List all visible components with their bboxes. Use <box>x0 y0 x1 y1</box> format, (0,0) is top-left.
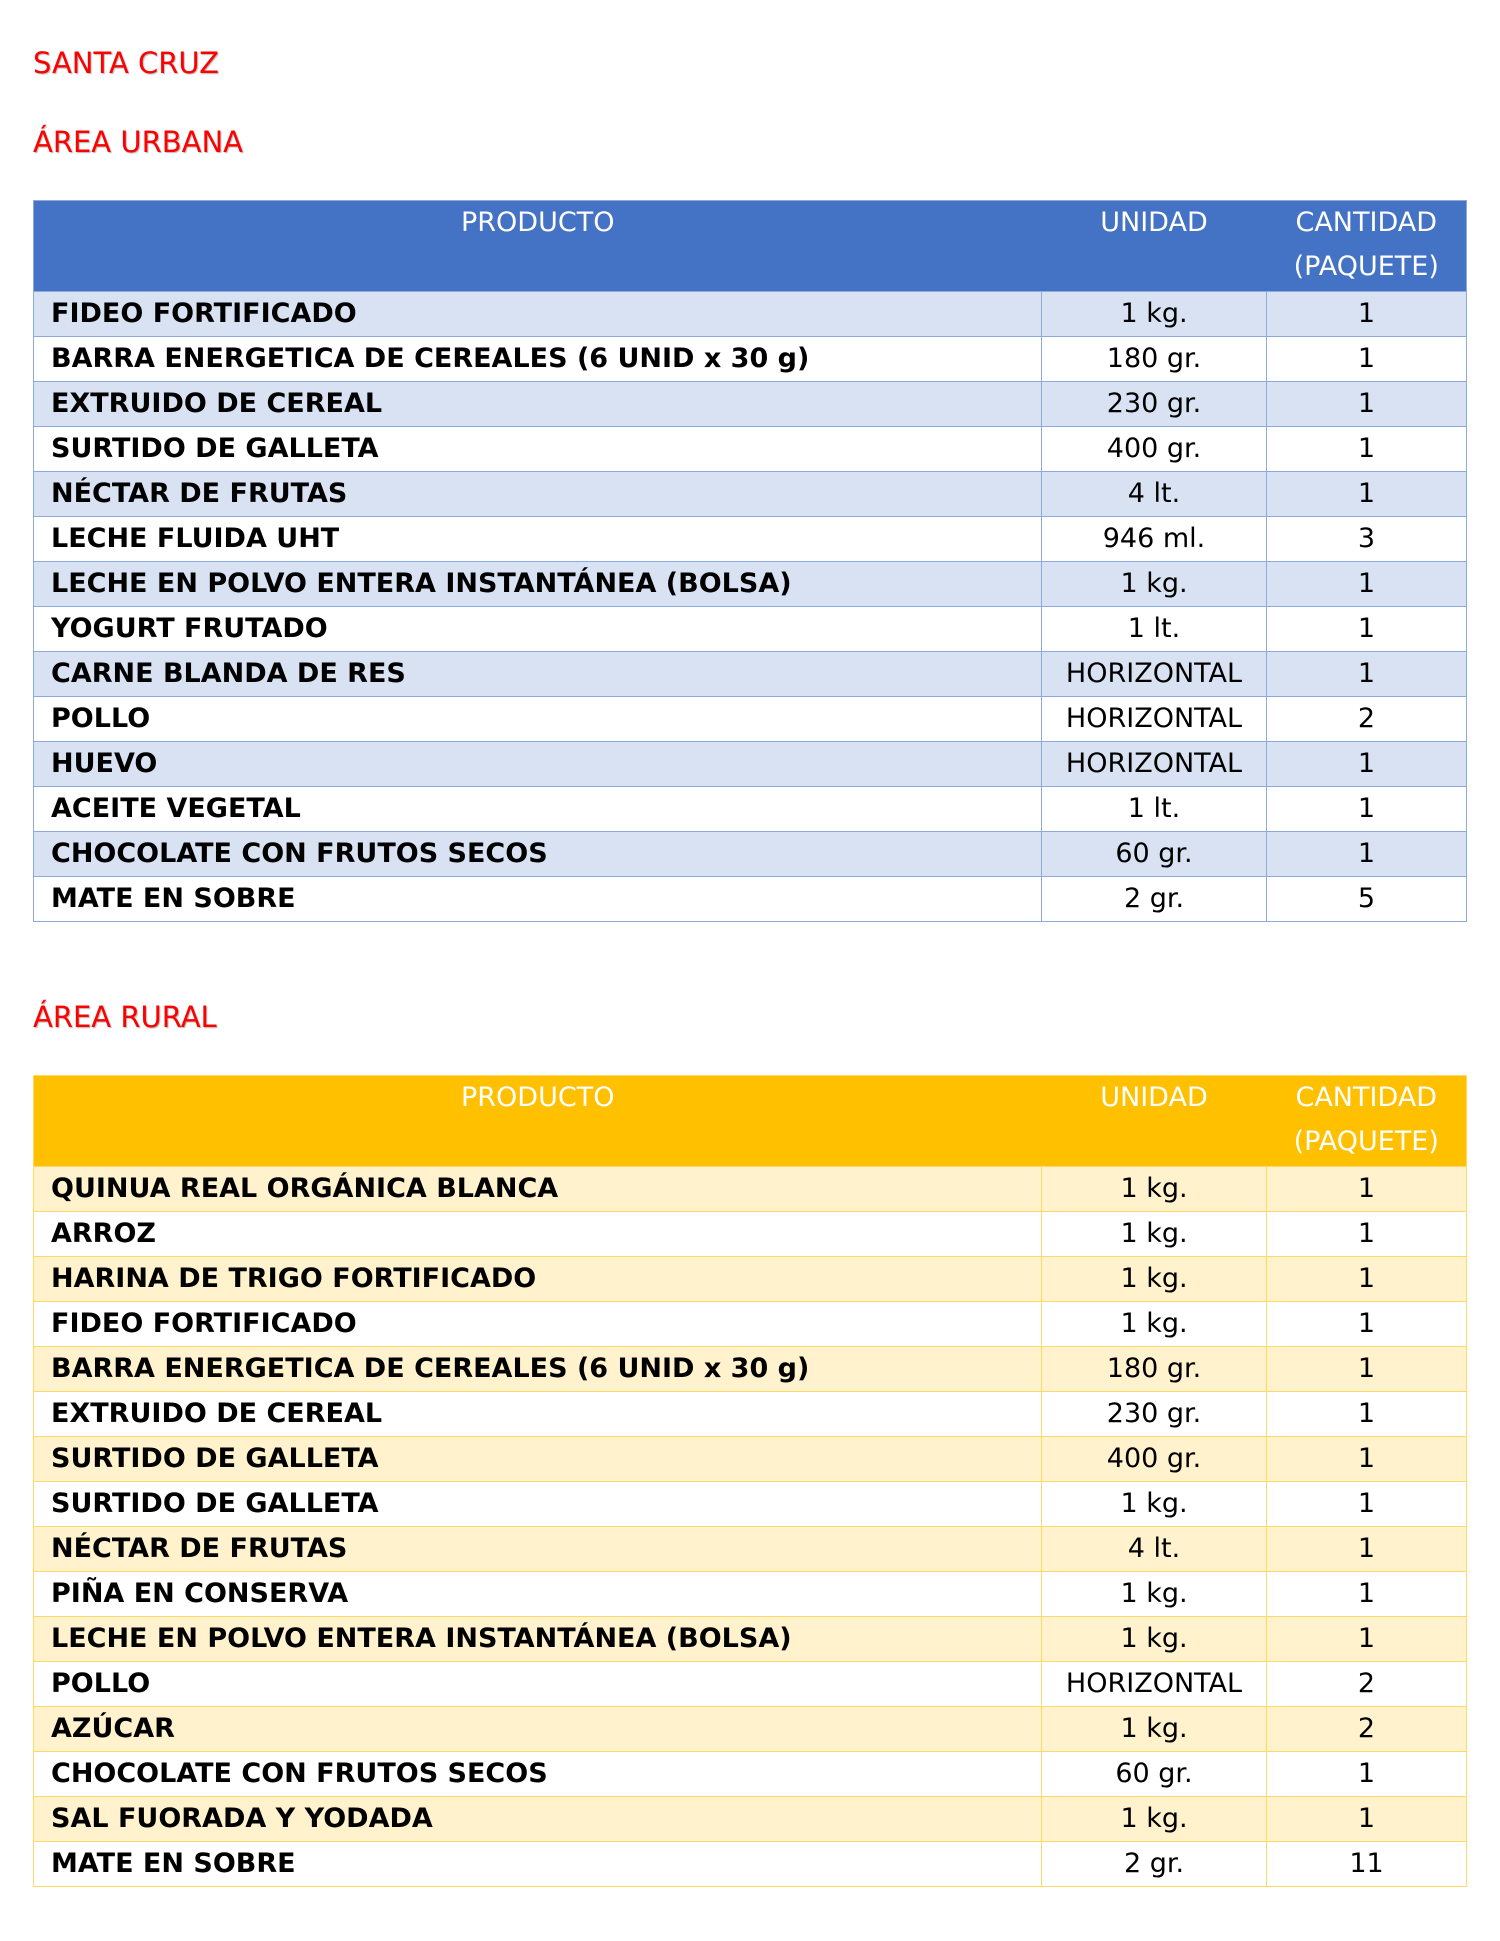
cell-producto: ARROZ <box>34 1212 1042 1257</box>
cell-producto: POLLO <box>34 1662 1042 1707</box>
cell-producto: SAL FUORADA Y YODADA <box>34 1797 1042 1842</box>
table-row <box>34 1257 1467 1302</box>
cell-cantidad: 2 <box>1267 697 1467 742</box>
urban-table-body <box>34 292 1467 922</box>
table-row <box>34 517 1467 562</box>
cantidad-label: CANTIDAD <box>1295 207 1438 238</box>
table-row <box>34 1347 1467 1392</box>
city-heading: SANTA CRUZ <box>33 46 219 80</box>
cell-cantidad: 1 <box>1267 1617 1467 1662</box>
cell-unidad: 400 gr. <box>1042 1437 1267 1482</box>
cell-unidad: 180 gr. <box>1042 1347 1267 1392</box>
table-row <box>34 1167 1467 1212</box>
table-header-row <box>34 201 1467 292</box>
cell-cantidad: 1 <box>1267 1347 1467 1392</box>
cell-producto: NÉCTAR DE FRUTAS <box>34 1527 1042 1572</box>
cell-cantidad: 11 <box>1267 1842 1467 1887</box>
cell-producto: ACEITE VEGETAL <box>34 787 1042 832</box>
cell-producto: MATE EN SOBRE <box>34 1842 1042 1887</box>
cell-unidad: 1 kg. <box>1042 1572 1267 1617</box>
table-row <box>34 1662 1467 1707</box>
column-header-unidad: UNIDAD <box>1042 1076 1267 1167</box>
cell-unidad: 1 kg. <box>1042 1257 1267 1302</box>
table-row <box>34 562 1467 607</box>
cell-unidad: HORIZONTAL <box>1042 742 1267 787</box>
cell-unidad: HORIZONTAL <box>1042 652 1267 697</box>
rural-table-body <box>34 1167 1467 1887</box>
table-row <box>34 1707 1467 1752</box>
table-row <box>34 1572 1467 1617</box>
table-row <box>34 1842 1467 1887</box>
cell-producto: SURTIDO DE GALLETA <box>34 1482 1042 1527</box>
cell-cantidad: 1 <box>1267 1482 1467 1527</box>
cell-producto: CARNE BLANDA DE RES <box>34 652 1042 697</box>
cell-producto: SURTIDO DE GALLETA <box>34 1437 1042 1482</box>
cell-unidad: 1 kg. <box>1042 1707 1267 1752</box>
urban-products-table <box>33 200 1467 922</box>
cell-cantidad: 1 <box>1267 427 1467 472</box>
table-row <box>34 337 1467 382</box>
cell-producto: HUEVO <box>34 742 1042 787</box>
table-row <box>34 1797 1467 1842</box>
column-header-cantidad <box>1267 1076 1467 1167</box>
cell-producto: EXTRUIDO DE CEREAL <box>34 382 1042 427</box>
cell-cantidad: 1 <box>1267 1302 1467 1347</box>
table-header-row <box>34 1076 1467 1167</box>
column-header-producto: PRODUCTO <box>34 201 1042 292</box>
table-row <box>34 697 1467 742</box>
table-row <box>34 292 1467 337</box>
cell-cantidad: 1 <box>1267 382 1467 427</box>
table-row <box>34 742 1467 787</box>
table-row <box>34 1617 1467 1662</box>
cell-cantidad: 1 <box>1267 1572 1467 1617</box>
column-header-unidad: UNIDAD <box>1042 201 1267 292</box>
table-row <box>34 787 1467 832</box>
cell-producto: FIDEO FORTIFICADO <box>34 292 1042 337</box>
cell-producto: QUINUA REAL ORGÁNICA BLANCA <box>34 1167 1042 1212</box>
table-row <box>34 1392 1467 1437</box>
column-header-cantidad <box>1267 201 1467 292</box>
table-row <box>34 832 1467 877</box>
cell-unidad: HORIZONTAL <box>1042 697 1267 742</box>
cell-unidad: 1 kg. <box>1042 1617 1267 1662</box>
table-row <box>34 382 1467 427</box>
cell-producto: CHOCOLATE CON FRUTOS SECOS <box>34 1752 1042 1797</box>
table-row <box>34 1437 1467 1482</box>
cell-producto: SURTIDO DE GALLETA <box>34 427 1042 472</box>
cell-cantidad: 1 <box>1267 1212 1467 1257</box>
cell-unidad: 230 gr. <box>1042 382 1267 427</box>
cell-unidad: 946 ml. <box>1042 517 1267 562</box>
cantidad-label: CANTIDAD <box>1295 1082 1438 1113</box>
cell-cantidad: 5 <box>1267 877 1467 922</box>
table-row <box>34 1212 1467 1257</box>
cell-producto: LECHE EN POLVO ENTERA INSTANTÁNEA (BOLSA) <box>34 562 1042 607</box>
cell-cantidad: 1 <box>1267 1257 1467 1302</box>
cell-unidad: 1 kg. <box>1042 562 1267 607</box>
cell-unidad: 400 gr. <box>1042 427 1267 472</box>
cell-unidad: 180 gr. <box>1042 337 1267 382</box>
table-row <box>34 607 1467 652</box>
table-row <box>34 427 1467 472</box>
cell-unidad: 4 lt. <box>1042 472 1267 517</box>
cell-producto: MATE EN SOBRE <box>34 877 1042 922</box>
cell-unidad: 1 lt. <box>1042 607 1267 652</box>
cell-unidad: 4 lt. <box>1042 1527 1267 1572</box>
cell-unidad: 230 gr. <box>1042 1392 1267 1437</box>
cell-producto: LECHE FLUIDA UHT <box>34 517 1042 562</box>
cell-cantidad: 1 <box>1267 787 1467 832</box>
cell-cantidad: 3 <box>1267 517 1467 562</box>
rural-area-heading: ÁREA RURAL <box>33 1000 217 1034</box>
cell-cantidad: 1 <box>1267 607 1467 652</box>
cell-unidad: 60 gr. <box>1042 832 1267 877</box>
cell-unidad: 1 kg. <box>1042 1797 1267 1842</box>
table-row <box>34 1752 1467 1797</box>
cell-cantidad: 1 <box>1267 292 1467 337</box>
cell-unidad: 1 kg. <box>1042 1167 1267 1212</box>
cell-producto: NÉCTAR DE FRUTAS <box>34 472 1042 517</box>
table-row <box>34 472 1467 517</box>
cell-producto: BARRA ENERGETICA DE CEREALES (6 UNID x 30 g) <box>34 1347 1042 1392</box>
cell-producto: PIÑA EN CONSERVA <box>34 1572 1042 1617</box>
table-row <box>34 1527 1467 1572</box>
cell-cantidad: 2 <box>1267 1662 1467 1707</box>
paquete-label: (PAQUETE) <box>1293 251 1439 282</box>
cell-producto: YOGURT FRUTADO <box>34 607 1042 652</box>
paquete-label: (PAQUETE) <box>1293 1126 1439 1157</box>
cell-cantidad: 1 <box>1267 472 1467 517</box>
cell-unidad: 1 kg. <box>1042 1212 1267 1257</box>
cell-unidad: 1 kg. <box>1042 292 1267 337</box>
cell-cantidad: 1 <box>1267 1392 1467 1437</box>
cell-cantidad: 2 <box>1267 1707 1467 1752</box>
cell-cantidad: 1 <box>1267 1527 1467 1572</box>
cell-cantidad: 1 <box>1267 1797 1467 1842</box>
cell-unidad: 2 gr. <box>1042 877 1267 922</box>
cell-cantidad: 1 <box>1267 1167 1467 1212</box>
cell-unidad: HORIZONTAL <box>1042 1662 1267 1707</box>
cell-producto: HARINA DE TRIGO FORTIFICADO <box>34 1257 1042 1302</box>
rural-products-table <box>33 1075 1467 1887</box>
cell-unidad: 1 kg. <box>1042 1482 1267 1527</box>
cell-unidad: 1 kg. <box>1042 1302 1267 1347</box>
cell-unidad: 1 lt. <box>1042 787 1267 832</box>
cell-unidad: 2 gr. <box>1042 1842 1267 1887</box>
table-row <box>34 1482 1467 1527</box>
cell-unidad: 60 gr. <box>1042 1752 1267 1797</box>
cell-producto: POLLO <box>34 697 1042 742</box>
cell-cantidad: 1 <box>1267 1752 1467 1797</box>
cell-cantidad: 1 <box>1267 562 1467 607</box>
table-row <box>34 1302 1467 1347</box>
cell-producto: LECHE EN POLVO ENTERA INSTANTÁNEA (BOLSA) <box>34 1617 1042 1662</box>
cell-cantidad: 1 <box>1267 1437 1467 1482</box>
cell-producto: FIDEO FORTIFICADO <box>34 1302 1042 1347</box>
cell-cantidad: 1 <box>1267 652 1467 697</box>
cell-cantidad: 1 <box>1267 832 1467 877</box>
cell-producto: BARRA ENERGETICA DE CEREALES (6 UNID x 30 g) <box>34 337 1042 382</box>
cell-producto: AZÚCAR <box>34 1707 1042 1752</box>
cell-producto: EXTRUIDO DE CEREAL <box>34 1392 1042 1437</box>
cell-producto: CHOCOLATE CON FRUTOS SECOS <box>34 832 1042 877</box>
cell-cantidad: 1 <box>1267 742 1467 787</box>
urban-area-heading: ÁREA URBANA <box>33 125 244 159</box>
column-header-producto: PRODUCTO <box>34 1076 1042 1167</box>
table-row <box>34 877 1467 922</box>
table-row <box>34 652 1467 697</box>
cell-cantidad: 1 <box>1267 337 1467 382</box>
